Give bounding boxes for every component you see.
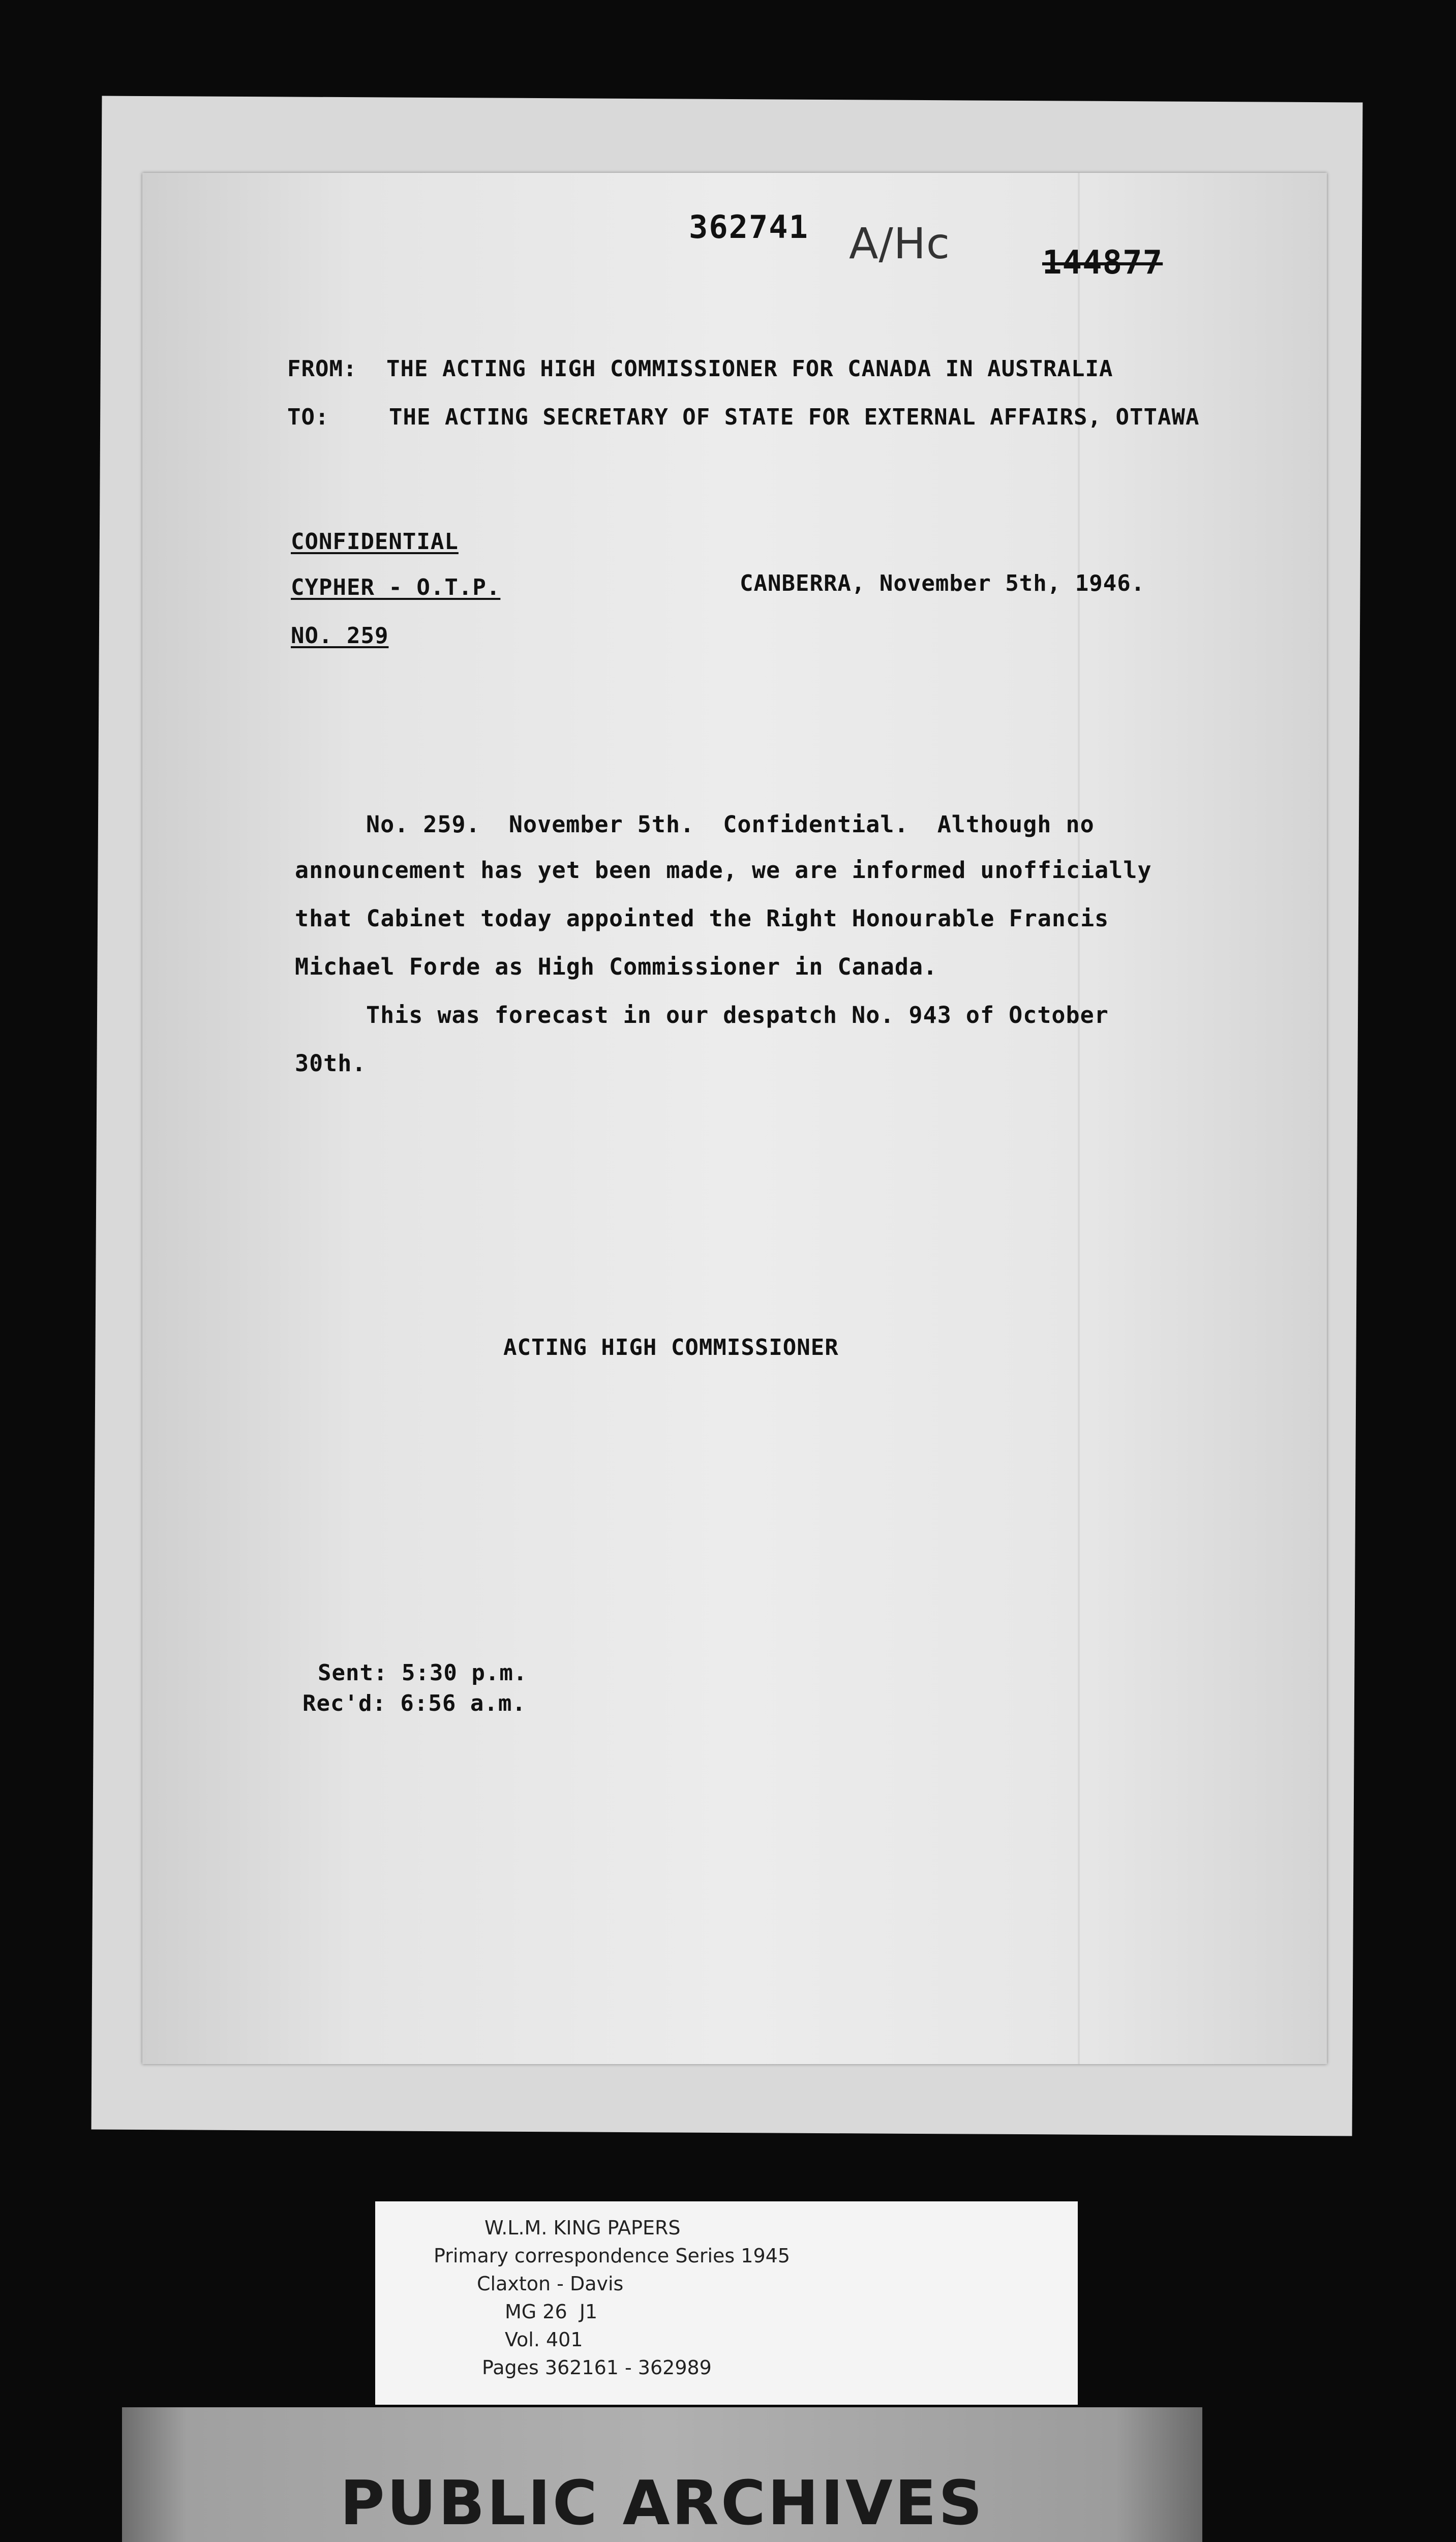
struck-old-number: 144877 — [1042, 244, 1163, 282]
label-line: W.L.M. KING PAPERS — [484, 2217, 681, 2239]
body-line: This was forecast in our despatch No. 943 of October — [366, 1002, 1109, 1028]
from-text: THE ACTING HIGH COMMISSIONER FOR CANADA IN AUSTRALIA — [386, 356, 1113, 382]
telegram-page — [142, 173, 1327, 2064]
to-text: THE ACTING SECRETARY OF STATE FOR EXTERNAL AFFAIRS, OTTAWA — [389, 404, 1200, 430]
sent-time: Sent: 5:30 p.m. — [318, 1660, 528, 1686]
signature: ACTING HIGH COMMISSIONER — [503, 1335, 839, 1360]
body-line: No. 259. November 5th. Confidential. Although no — [366, 811, 1095, 838]
label-line: Primary correspondence Series 1945 — [434, 2245, 791, 2267]
to-label: TO: — [287, 404, 329, 430]
from-label: FROM: — [287, 356, 357, 382]
body-line: 30th. — [295, 1050, 367, 1077]
archive-label-card — [375, 2201, 1078, 2405]
label-line: MG 26 J1 — [505, 2301, 598, 2323]
stamp-line-english: PUBLIC ARCHIVES — [340, 2468, 985, 2539]
public-archives-stamp — [122, 2407, 1202, 2542]
body-line: that Cabinet today appointed the Right Honourable Francis — [295, 905, 1109, 932]
classification: CONFIDENTIAL — [291, 529, 459, 555]
label-line: Pages 362161 - 362989 — [482, 2356, 712, 2379]
label-line: Vol. 401 — [505, 2328, 583, 2351]
document-number: 362741 — [689, 208, 809, 246]
label-line: Claxton - Davis — [477, 2273, 624, 2295]
handwritten-file-mark: A/Hc — [849, 219, 951, 268]
message-number: NO. 259 — [291, 623, 389, 649]
place-date: CANBERRA, November 5th, 1946. — [740, 570, 1145, 596]
body-line: announcement has yet been made, we are informed unofficially — [295, 857, 1152, 884]
cypher-line: CYPHER - O.T.P. — [291, 574, 501, 600]
body-line: Michael Forde as High Commissioner in Canada. — [295, 953, 938, 980]
received-time: Rec'd: 6:56 a.m. — [302, 1690, 526, 1716]
